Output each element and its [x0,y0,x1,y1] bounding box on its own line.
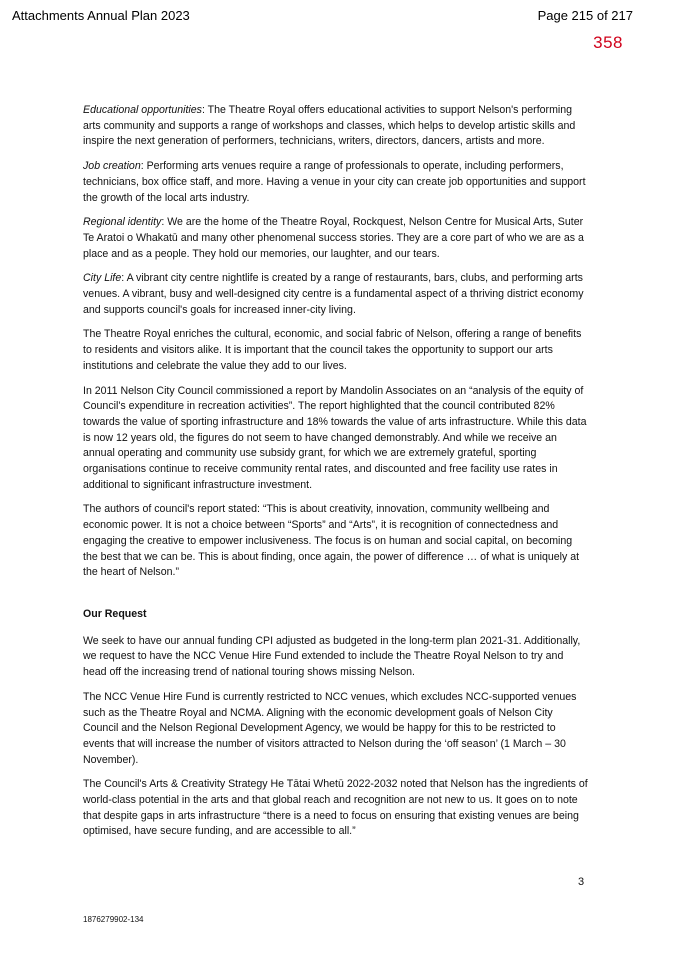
footer-doc-id: 1876279902-134 [83,915,144,924]
header-page-indicator: Page 215 of 217 [537,8,633,23]
paragraph-lead: Regional identity [83,216,162,229]
paragraph-lead: Job creation [83,160,141,173]
paragraph [83,159,589,206]
paragraph-lead: Educational opportunities [83,104,202,116]
page-stamp-number: 358 [593,33,623,52]
paragraph-text: The Theatre Royal enriches the cultural, economic, and social fabric of Nelson, offering a range of benefits to residents and visitors alike. It is important that the council takes the opportunity to support our arts institutions and celebrate the value they add to our lives. [83,328,582,372]
request-paragraph: The Council's Arts & Creativity Strategy He Tātai Whetū 2022-2032 noted that Nelson has the ingredients of world-class potential in the arts and that global reach and recognition are not new to us. It goes on to note that despite gaps in arts infrastructure “there is a need to focus on ensuring that existing venues are being optimised, have secure funding, and are accessible to all.” [83,778,588,838]
request-paragraph: We seek to have our annual funding CPI adjusted as budgeted in the long-term plan 2021-31. Additionally, we request to have the NCC Venue Hire Fund extended to include the Theatre Royal Nelson to try and head off the increasing trend of national touring shows missing Nelson. [83,634,581,679]
paragraph-text: : We are the home of the Theatre Royal, Rockquest, Nelson Centre for Musical Arts, Suter Te Aratoi o Whakatū and many other phenomenal success stories. They are a core part of who we are as a place and as a people. They hold our memories, our laughter, and our tears. [83,216,584,260]
paragraph [83,502,589,581]
paragraph-text: : Performing arts venues require a range of professionals to operate, including performers, technicians, box office staff, and more. Having a venue in your city can create job opportunities and support the growth of the local arts industry. [83,160,586,204]
paragraph-text: : A vibrant city centre nightlife is created by a range of restaurants, bars, clubs, and performing arts venues. A vibrant, busy and well-designed city centre is a fundamental aspect of a thriving district economy and supports council's goals for increased inner-city living. [83,272,584,316]
paragraph-lead: City Life [83,272,122,285]
footer-page-number: 3 [578,876,585,888]
section-heading: Our Request [83,607,147,620]
header-title: Attachments Annual Plan 2023 [12,8,190,23]
paragraph-text: : The Theatre Royal offers educational activities to support Nelson's performing arts community and supports a range of workshops and classes, which helps to develop artistic skills and inspire the next generation of performers, technicians, writers, directors, dancers, artists and more. [83,104,576,148]
paragraph [83,384,589,494]
paragraph [83,103,589,150]
paragraph [83,327,589,374]
paragraph [83,271,589,318]
paragraph-text: In 2011 Nelson City Council commissioned a report by Mandolin Associates on an “analysis of the equity of Council's expenditure in recreation activities”. The report highlighted that the council contributed 82% towards the value of sporting infrastructure and 18% towards the value of arts infrastructure. While this data is now 12 years old, the figures do not seem to have changed demonstrably. And while we receive an annual operating and community use subsidy grant, for which we are extremely grateful, sporting organisations continue to receive community rental rates, and discounted and free facility use rates in additional to significant infrastructure investment. [83,384,587,491]
paragraph [83,215,589,262]
request-paragraph: The NCC Venue Hire Fund is currently restricted to NCC venues, which excludes NCC-supported venues such as the Theatre Royal and NCMA. Aligning with the economic development goals of Nelson City Council and the Nelson Regional Development Agency, we would be happy for this to be restricted to events that will increase the number of visitors attracted to Nelson during the ‘off season’ (1 March – 30 November). [83,690,577,766]
paragraph-text: The authors of council's report stated: “This is about creativity, innovation, community wellbeing and economic power. It is not a choice between “Sports” and “Arts”, it is recognition of connectedness and engaging the creative to empower inclusiveness. The focus is on human and social capital, on becoming the best that we can be. This is about finding, once again, the power of difference … of what is uniquely at the heart of Nelson.” [83,503,580,579]
document-body [83,103,589,849]
